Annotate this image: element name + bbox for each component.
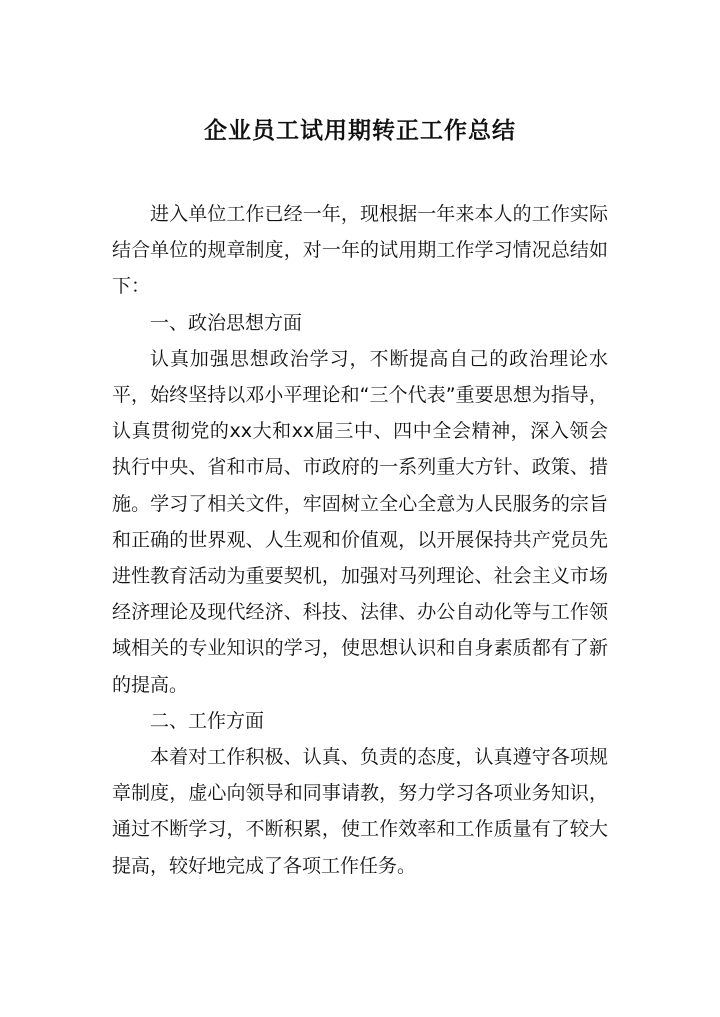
paragraph-political: 认真加强思想政治学习，不断提高自己的政治理论水平，始终坚持以邓小平理论和“三个代表”重要思想为指导，认真贯彻党的xx大和xx届三中、四中全会精神，深入领会执行中央、省和市局、市政府的一系列重大方针、政策、措施。学习了相关文件，牢固树立全心全意为人民服务的宗旨和正确的世界观、人生观和价值观，以开展保持共产党员先进性教育活动为重要契机，加强对马列理论、社会主义市场经济理论及现代经济、科技、法律、办公自动化等与工作领域相关的专业知识的学习，使思想认识和自身素质都有了新的提高。 (112, 347, 608, 696)
document-body (112, 196, 608, 884)
section-heading-work: 二、工作方面 (150, 709, 265, 732)
document-title: 企业员工试用期转正工作总结 (204, 118, 516, 144)
paragraph-work: 本着对工作积极、认真、负责的态度，认真遵守各项规章制度，虚心向领导和同事请教，努力学习各项业务知识，通过不断学习，不断积累，使工作效率和工作质量有了较大提高，较好地完成了各项工作任务。 (112, 746, 608, 877)
section-heading-political: 一、政治思想方面 (150, 311, 303, 334)
paragraph-intro: 进入单位工作已经一年，现根据一年来本人的工作实际结合单位的规章制度，对一年的试用期工作学习情况总结如下： (112, 203, 608, 298)
